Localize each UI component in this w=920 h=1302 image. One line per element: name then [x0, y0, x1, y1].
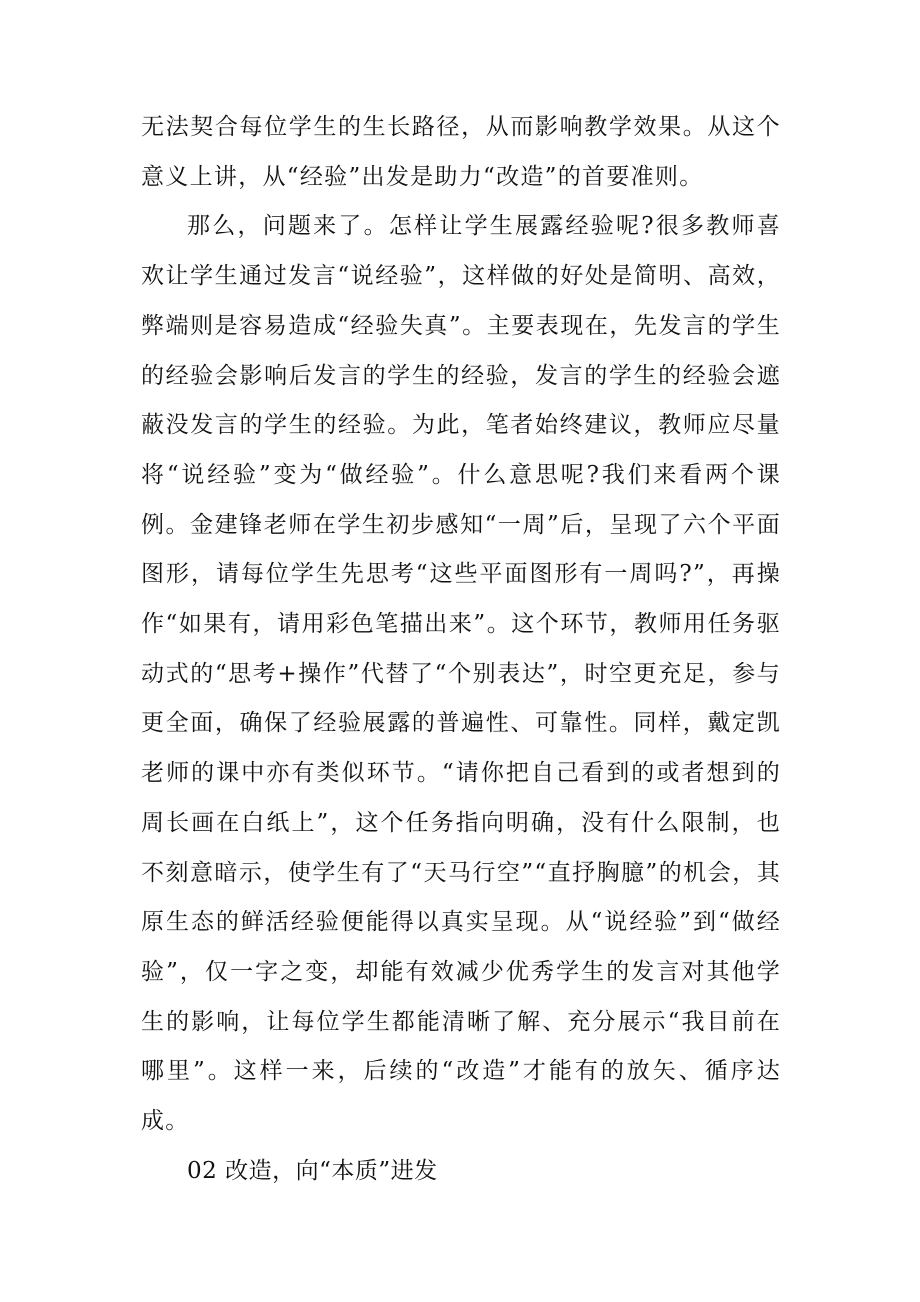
paragraph-experience-display: 那么，问题来了。怎样让学生展露经验呢?很多教师喜欢让学生通过发言“说经验”，这样做的好处是简明、高效，弊端则是容易造成“经验失真”。主要表现在，先发言的学生的经验会影响后发言的学生的经验，发言的学生的经验会遮蔽没发言的学生的经验。为此，笔者始终建议，教师应尽量将“说经验”变为“做经验”。什么意思呢?我们来看两个课例。金建锋老师在学生初步感知“一周”后，呈现了六个平面图形，请每位学生先思考“这些平面图形有一周吗?”，再操作“如果有，请用彩色笔描出来”。这个环节，教师用任务驱动式的“思考+操作”代替了“个别表达”，时空更充足，参与更全面，确保了经验展露的普遍性、可靠性。同样，戴定凯老师的课中亦有类似环节。“请你把自己看到的或者想到的周长画在白纸上”，这个任务指向明确，没有什么限制，也不刻意暗示，使学生有了“天马行空”“直抒胸臆”的机会，其原生态的鲜活经验便能得以真实呈现。从“说经验”到“做经验”，仅一字之变，却能有效减少优秀学生的发言对其他学生的影响，让每位学生都能清晰了解、充分展示“我目前在哪里”。这样一来，后续的“改造”才能有的放矢、循序达成。 — [141, 213, 781, 1135]
body-text — [141, 103, 781, 1196]
paragraph-continuation: 无法契合每位学生的生长路径，从而影响教学效果。从这个意义上讲，从“经验”出发是助力“改造”的首要准则。 — [141, 114, 781, 190]
section-heading: 02 改造，向“本质”进发 — [187, 1157, 438, 1184]
